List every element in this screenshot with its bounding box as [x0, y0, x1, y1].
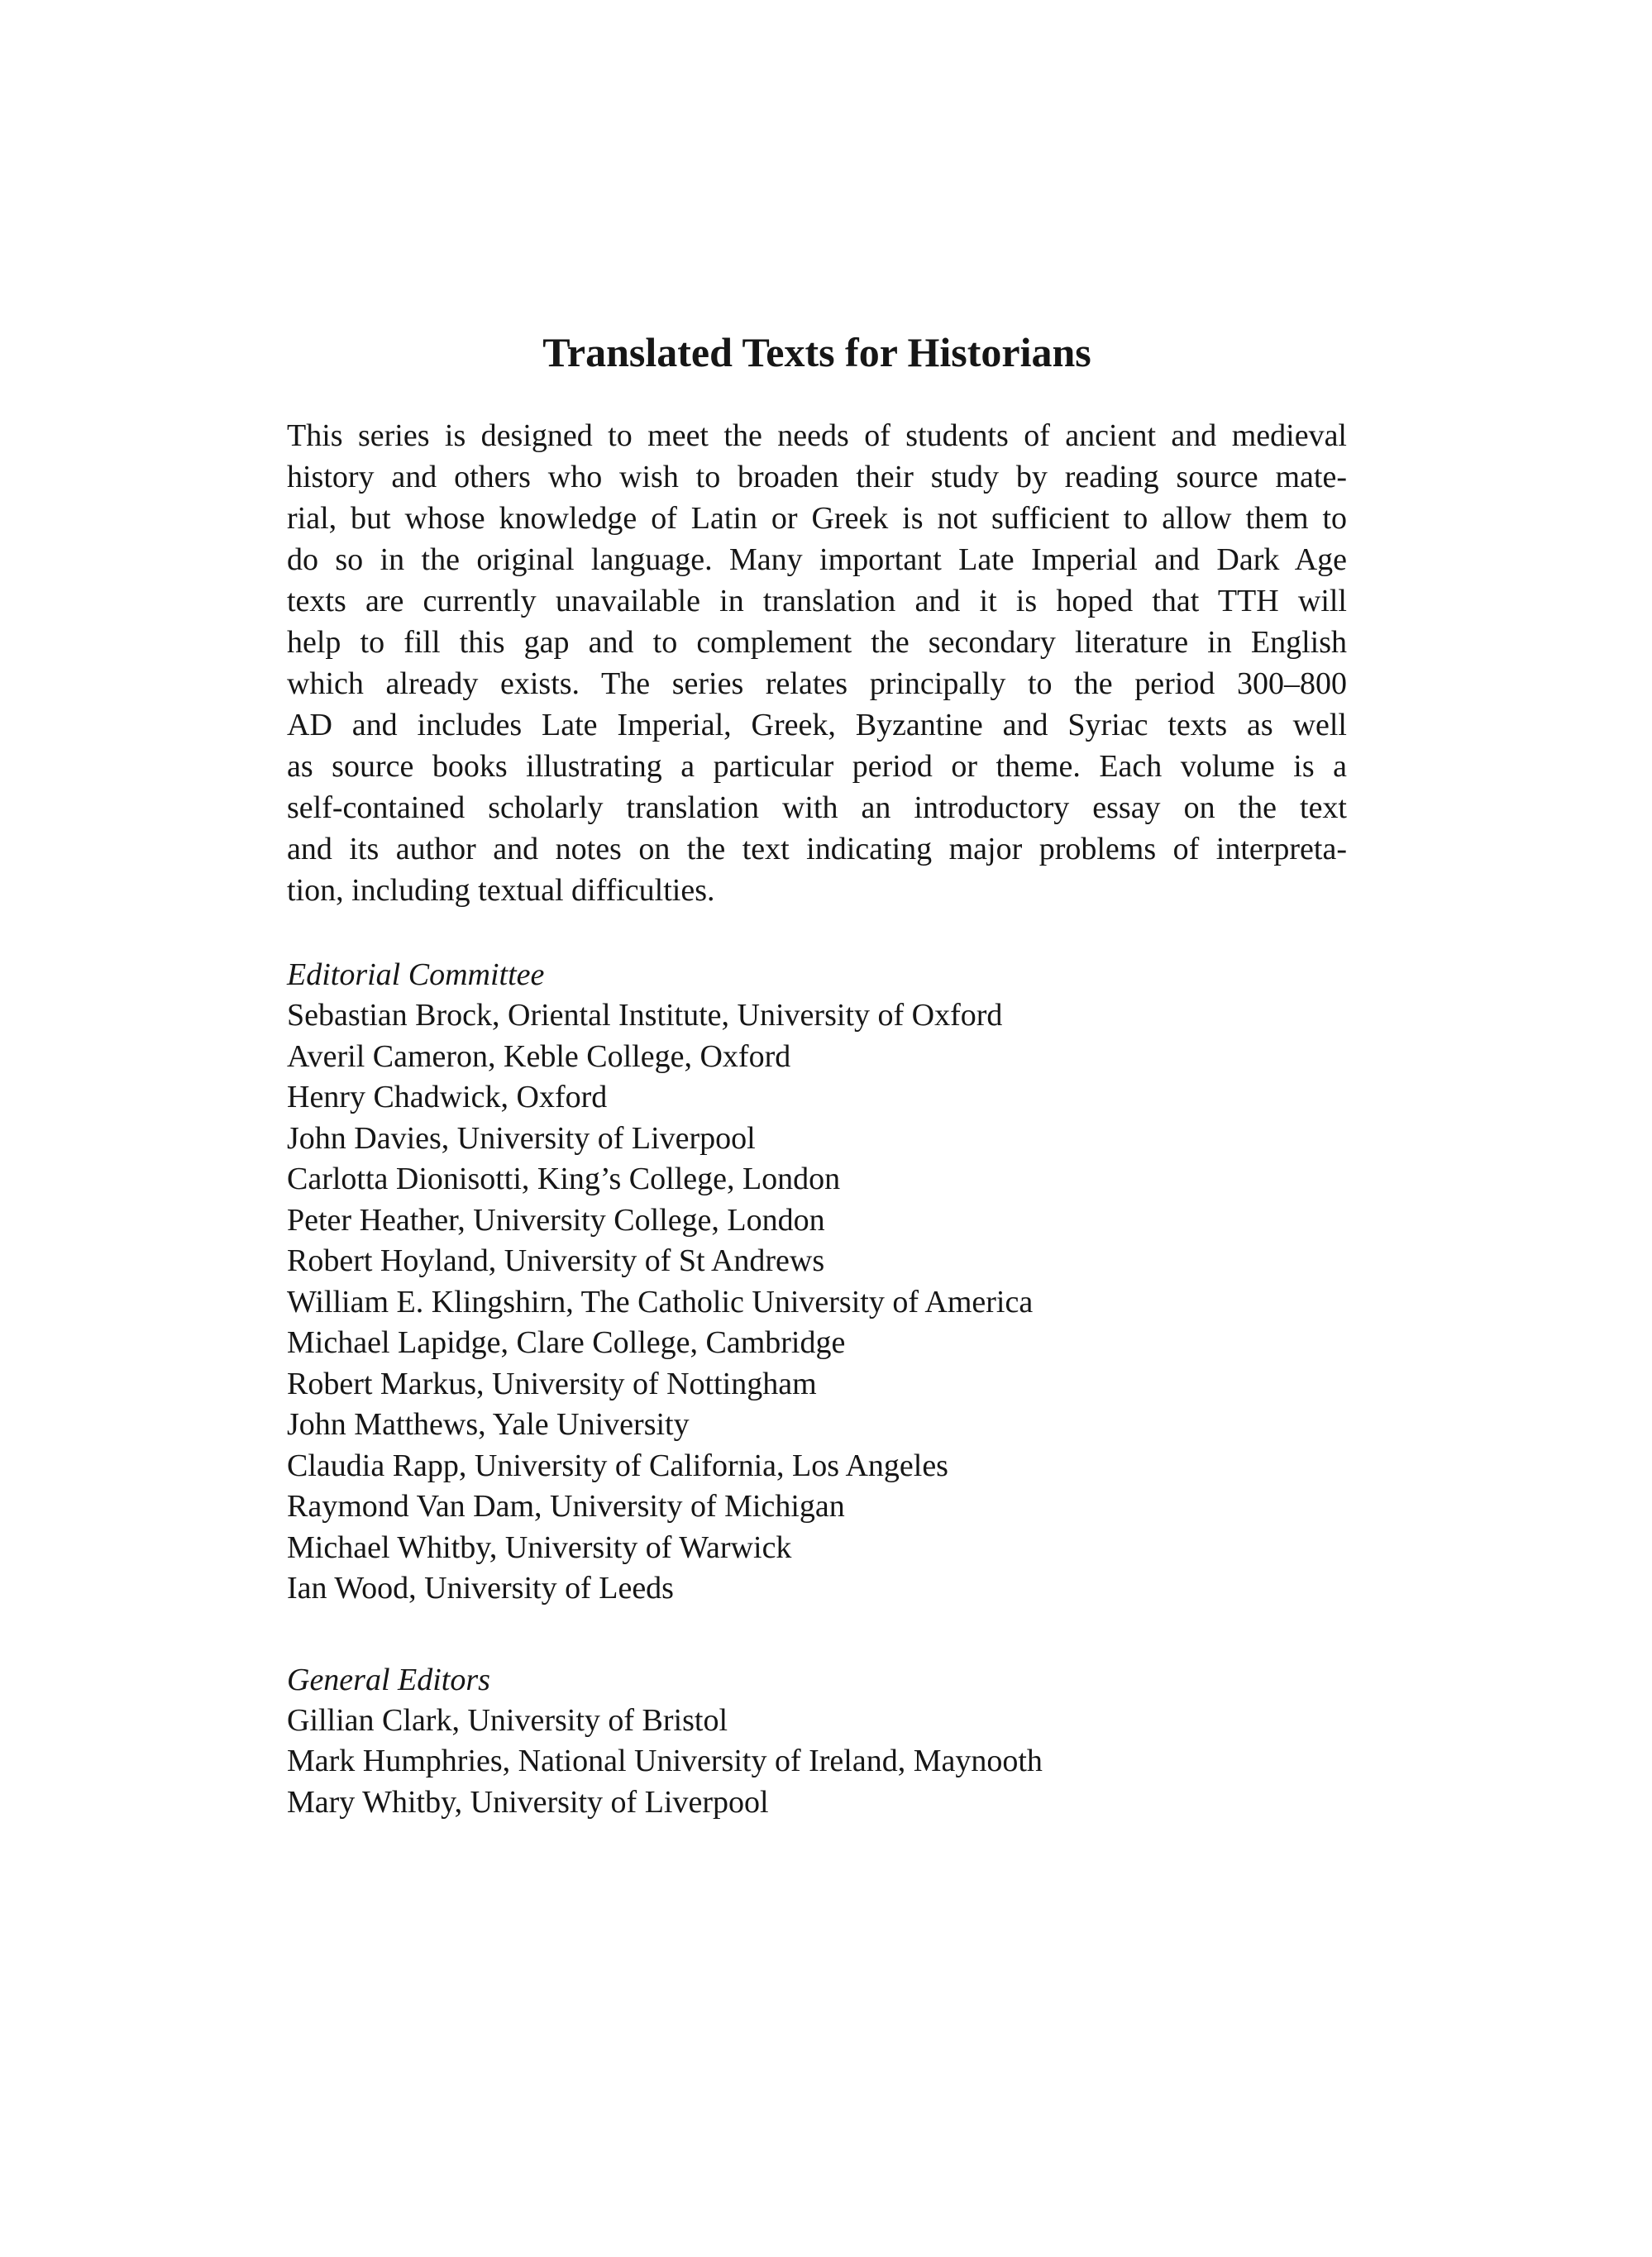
description-line: tion, including textual difficulties.: [287, 873, 715, 908]
description-line: do so in the original language. Many important Late Imperial and Dark Age: [287, 542, 1347, 577]
committee-member: Sebastian Brock, Oriental Institute, University of Oxford: [287, 998, 1003, 1033]
page-title: Translated Texts for Historians: [542, 329, 1091, 375]
series-description: [287, 415, 1347, 911]
committee-member: Robert Markus, University of Nottingham: [287, 1366, 817, 1401]
description-line: rial, but whose knowledge of Latin or Greek is not sufficient to allow them to: [287, 501, 1347, 536]
description-line: history and others who wish to broaden their study by reading source mate-: [287, 460, 1347, 494]
committee-member: William E. Klingshirn, The Catholic University of America: [287, 1284, 1034, 1319]
description-line: This series is designed to meet the needs of students of ancient and medieval: [287, 418, 1347, 453]
committee-member: Peter Heather, University College, London: [287, 1202, 825, 1238]
general-editors-list: [287, 1701, 1347, 1824]
committee-member: Michael Lapidge, Clare College, Cambridge: [287, 1325, 846, 1360]
general-editor: Gillian Clark, University of Bristol: [287, 1702, 728, 1738]
description-line: and its author and notes on the text indicating major problems of interpreta-: [287, 832, 1347, 866]
committee-member: Averil Cameron, Keble College, Oxford: [287, 1038, 791, 1074]
text-block: [287, 327, 1347, 1823]
editorial-committee-list: [287, 995, 1347, 1610]
committee-member: Henry Chadwick, Oxford: [287, 1080, 608, 1114]
committee-member: Raymond Van Dam, University of Michigan: [287, 1489, 845, 1524]
committee-member: John Davies, University of Liverpool: [287, 1120, 756, 1156]
description-line: self-contained scholarly translation with an introductory essay on the text: [287, 790, 1347, 825]
general-editor: Mary Whitby, University of Liverpool: [287, 1784, 769, 1820]
description-line: as source books illustrating a particular period or theme. Each volume is a: [287, 749, 1347, 784]
general-editor: Mark Humphries, National University of Ireland, Maynooth: [287, 1744, 1043, 1778]
description-line: AD and includes Late Imperial, Greek, Byzantine and Syriac texts as well: [287, 708, 1347, 742]
committee-member: Ian Wood, University of Leeds: [287, 1571, 674, 1606]
general-editors-heading: General Editors: [287, 1662, 490, 1697]
committee-member: Claudia Rapp, University of California, Los Angeles: [287, 1448, 948, 1483]
description-line: texts are currently unavailable in translation and it is hoped that TTH will: [287, 584, 1347, 618]
committee-member: Michael Whitby, University of Warwick: [287, 1529, 792, 1565]
description-line: which already exists. The series relates principally to the period 300–800: [287, 666, 1347, 701]
committee-member: John Matthews, Yale University: [287, 1407, 690, 1442]
description-line: help to fill this gap and to complement the secondary literature in English: [287, 625, 1347, 660]
editorial-committee-heading: Editorial Committee: [287, 957, 545, 992]
committee-member: Carlotta Dionisotti, King’s College, London: [287, 1162, 841, 1196]
committee-member: Robert Hoyland, University of St Andrews: [287, 1243, 825, 1278]
